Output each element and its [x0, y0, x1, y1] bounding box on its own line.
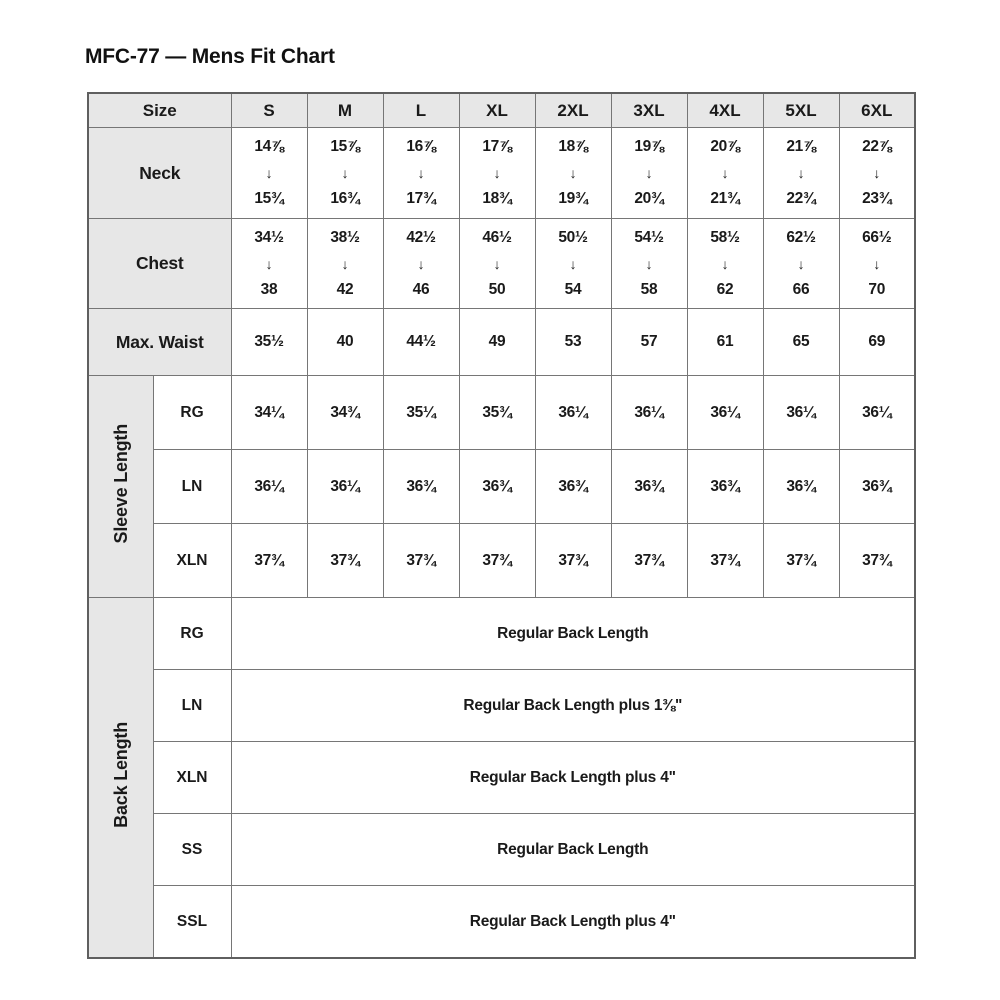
measurement-range-cell — [535, 128, 611, 219]
size-column-header: XL — [459, 93, 535, 128]
sleeve-value-cell: 37¾ — [383, 524, 459, 598]
sleeve-value-cell: 36¼ — [231, 450, 307, 524]
range-from: 22⅞ — [862, 138, 892, 155]
sleeve-variant-label: XLN — [153, 524, 231, 598]
size-column-header: 3XL — [611, 93, 687, 128]
waist-value-cell: 69 — [839, 309, 915, 376]
range-to: 22¾ — [786, 190, 816, 207]
measurement-range-cell — [763, 219, 839, 309]
range-to: 50 — [488, 280, 506, 298]
size-column-header: 5XL — [763, 93, 839, 128]
down-arrow-icon: ↓ — [797, 255, 805, 272]
sleeve-value-cell: 36¼ — [687, 376, 763, 450]
range-from: 18⅞ — [558, 138, 588, 155]
down-arrow-icon: ↓ — [645, 255, 653, 272]
sleeve-value-cell: 37¾ — [459, 524, 535, 598]
size-column-header: 2XL — [535, 93, 611, 128]
down-arrow-icon: ↓ — [721, 255, 729, 272]
range-from: 14⅞ — [254, 138, 284, 155]
range-to: 66 — [792, 280, 810, 298]
down-arrow-icon: ↓ — [493, 255, 501, 272]
range-to: 46 — [412, 280, 430, 298]
down-arrow-icon: ↓ — [569, 255, 577, 272]
sleeve-value-cell: 37¾ — [307, 524, 383, 598]
sleeve-value-cell: 36¾ — [839, 450, 915, 524]
range-to: 18¾ — [482, 190, 512, 207]
waist-value-cell: 53 — [535, 309, 611, 376]
range-from: 66½ — [862, 228, 892, 246]
measurement-range-cell — [383, 219, 459, 309]
measurement-range-cell — [687, 128, 763, 219]
measurement-range-cell — [231, 128, 307, 219]
down-arrow-icon: ↓ — [873, 165, 881, 181]
sleeve-value-cell: 35¾ — [459, 376, 535, 450]
range-from: 50½ — [558, 228, 588, 246]
range-to: 20¾ — [634, 190, 664, 207]
size-column-header: L — [383, 93, 459, 128]
waist-value-cell: 61 — [687, 309, 763, 376]
waist-value-cell: 49 — [459, 309, 535, 376]
range-from: 34½ — [254, 228, 284, 246]
range-from: 19⅞ — [634, 138, 664, 155]
back-note-cell: Regular Back Length plus 4" — [231, 742, 915, 814]
down-arrow-icon: ↓ — [873, 255, 881, 272]
down-arrow-icon: ↓ — [797, 165, 805, 181]
down-arrow-icon: ↓ — [265, 255, 273, 272]
size-column-header: 6XL — [839, 93, 915, 128]
measurement-range-cell — [839, 128, 915, 219]
measurement-range-cell — [459, 219, 535, 309]
size-column-header: M — [307, 93, 383, 128]
range-from: 62½ — [786, 228, 816, 246]
sleeve-value-cell: 36¼ — [763, 376, 839, 450]
size-column-header: 4XL — [687, 93, 763, 128]
measurement-range-cell — [763, 128, 839, 219]
range-to: 15¾ — [254, 190, 284, 207]
down-arrow-icon: ↓ — [265, 165, 273, 181]
back-variant-label: SSL — [153, 886, 231, 959]
range-to: 17¾ — [406, 190, 436, 207]
measurement-range-cell — [307, 219, 383, 309]
back-note-cell: Regular Back Length plus 4" — [231, 886, 915, 959]
range-from: 15⅞ — [330, 138, 360, 155]
back-variant-label: RG — [153, 598, 231, 670]
sleeve-value-cell: 36¾ — [611, 450, 687, 524]
measurement-row-label: Chest — [88, 219, 231, 309]
measurement-range-cell — [839, 219, 915, 309]
back-note-cell: Regular Back Length plus 1⅜" — [231, 670, 915, 742]
measurement-range-cell — [535, 219, 611, 309]
down-arrow-icon: ↓ — [341, 165, 349, 181]
waist-value-cell: 65 — [763, 309, 839, 376]
sleeve-value-cell: 37¾ — [687, 524, 763, 598]
range-from: 17⅞ — [482, 138, 512, 155]
range-to: 23¾ — [862, 190, 892, 207]
range-from: 38½ — [330, 228, 360, 246]
sleeve-value-cell: 36¾ — [383, 450, 459, 524]
size-column-header: S — [231, 93, 307, 128]
range-to: 21¾ — [710, 190, 740, 207]
waist-value-cell: 57 — [611, 309, 687, 376]
measurement-range-cell — [307, 128, 383, 219]
sleeve-value-cell: 36¼ — [535, 376, 611, 450]
range-to: 16¾ — [330, 190, 360, 207]
range-from: 54½ — [634, 228, 664, 246]
measurement-range-cell — [231, 219, 307, 309]
waist-value-cell: 44½ — [383, 309, 459, 376]
sleeve-value-cell: 34¼ — [231, 376, 307, 450]
waist-value-cell: 40 — [307, 309, 383, 376]
back-length-section-label: Back Length — [88, 598, 153, 959]
range-to: 70 — [868, 280, 886, 298]
sleeve-value-cell: 36¾ — [459, 450, 535, 524]
range-from: 58½ — [710, 228, 740, 246]
measurement-range-cell — [611, 128, 687, 219]
back-variant-label: LN — [153, 670, 231, 742]
down-arrow-icon: ↓ — [721, 165, 729, 181]
range-from: 20⅞ — [710, 138, 740, 155]
sleeve-value-cell: 36¾ — [687, 450, 763, 524]
sleeve-length-section-label: Sleeve Length — [88, 376, 153, 598]
sleeve-value-cell: 37¾ — [839, 524, 915, 598]
mens-fit-chart-table — [87, 92, 916, 959]
sleeve-value-cell: 36¼ — [839, 376, 915, 450]
measurement-range-cell — [687, 219, 763, 309]
back-variant-label: XLN — [153, 742, 231, 814]
down-arrow-icon: ↓ — [569, 165, 577, 181]
sleeve-value-cell: 37¾ — [535, 524, 611, 598]
sleeve-value-cell: 37¾ — [763, 524, 839, 598]
range-to: 62 — [716, 280, 734, 298]
range-from: 16⅞ — [406, 138, 436, 155]
back-note-cell: Regular Back Length — [231, 598, 915, 670]
range-from: 42½ — [406, 228, 436, 246]
sleeve-value-cell: 37¾ — [231, 524, 307, 598]
range-to: 19¾ — [558, 190, 588, 207]
sleeve-value-cell: 36¾ — [535, 450, 611, 524]
sleeve-value-cell: 36¼ — [307, 450, 383, 524]
waist-value-cell: 35½ — [231, 309, 307, 376]
measurement-row-label: Max. Waist — [88, 309, 231, 376]
sleeve-variant-label: LN — [153, 450, 231, 524]
sleeve-value-cell: 36¼ — [611, 376, 687, 450]
measurement-row-label: Neck — [88, 128, 231, 219]
measurement-range-cell — [611, 219, 687, 309]
sleeve-value-cell: 34¾ — [307, 376, 383, 450]
down-arrow-icon: ↓ — [417, 255, 425, 272]
down-arrow-icon: ↓ — [417, 165, 425, 181]
range-from: 21⅞ — [786, 138, 816, 155]
range-to: 54 — [564, 280, 582, 298]
range-to: 58 — [640, 280, 658, 298]
measurement-range-cell — [459, 128, 535, 219]
sleeve-value-cell: 37¾ — [611, 524, 687, 598]
range-to: 38 — [260, 280, 278, 298]
range-to: 42 — [336, 280, 354, 298]
range-from: 46½ — [482, 228, 512, 246]
page-title: MFC-77 — Mens Fit Chart — [85, 45, 335, 68]
down-arrow-icon: ↓ — [341, 255, 349, 272]
sleeve-value-cell: 36¾ — [763, 450, 839, 524]
measurement-range-cell — [383, 128, 459, 219]
down-arrow-icon: ↓ — [645, 165, 653, 181]
size-corner-header: Size — [88, 93, 231, 128]
sleeve-value-cell: 35¼ — [383, 376, 459, 450]
back-note-cell: Regular Back Length — [231, 814, 915, 886]
down-arrow-icon: ↓ — [493, 165, 501, 181]
back-variant-label: SS — [153, 814, 231, 886]
sleeve-variant-label: RG — [153, 376, 231, 450]
